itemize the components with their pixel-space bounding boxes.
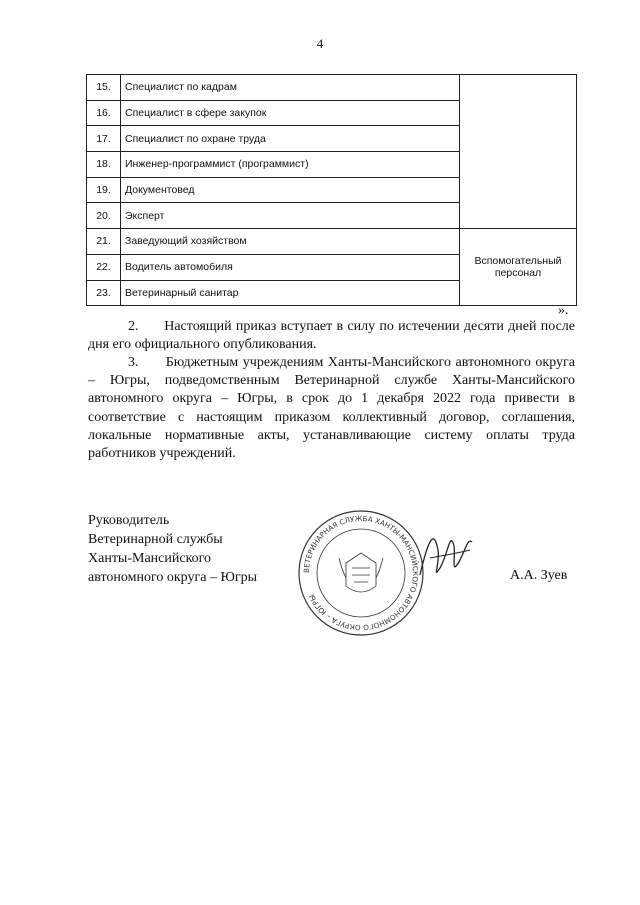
row-number: 17. — [87, 126, 121, 152]
row-number: 19. — [87, 177, 121, 203]
page-number: 4 — [316, 36, 324, 51]
position-name: Документовед — [121, 177, 460, 203]
seal-inner-ring — [317, 529, 405, 617]
positions-table — [86, 74, 577, 306]
signature — [410, 520, 480, 590]
seal-emblem — [339, 553, 383, 592]
signer-title-line: Ветеринарной службы — [88, 532, 223, 547]
official-seal — [296, 508, 426, 638]
seal-outer-ring — [299, 511, 423, 635]
seal-text: ВЕТЕРИНАРНАЯ СЛУЖБА ХАНТЫ-МАНСИЙСКОГО АВТОНОМНОГО ОКРУГА – ЮГРЫ — [301, 513, 421, 633]
category-cell: Вспомогательный персонал — [460, 229, 577, 306]
paragraph-3 — [88, 354, 575, 463]
row-number: 16. — [87, 100, 121, 126]
row-number: 21. — [87, 229, 121, 255]
paragraph-2 — [88, 318, 575, 354]
table-row — [87, 229, 577, 255]
signer-title-line: Ханты-Мансийского — [88, 551, 212, 566]
position-name: Специалист по кадрам — [121, 75, 460, 101]
position-name: Специалист в сфере закупок — [121, 100, 460, 126]
signer-title-line: автономного округа – Югры — [88, 570, 257, 585]
category-cell-empty — [460, 75, 577, 229]
row-number: 18. — [87, 152, 121, 178]
row-number: 20. — [87, 203, 121, 229]
signer-name: А.А. Зуев — [510, 568, 568, 583]
signer-block — [88, 511, 257, 587]
table-row — [87, 75, 577, 101]
position-name: Заведующий хозяйством — [121, 229, 460, 255]
position-name: Эксперт — [121, 203, 460, 229]
paragraph-2-text: 2. Настоящий приказ вступает в силу по истечении десяти дней после дня его официального опубликования. — [88, 319, 575, 353]
closing-quote: ». — [558, 303, 569, 318]
position-name: Инженер-программист (программист) — [121, 152, 460, 178]
signer-title-line: Руководитель — [88, 513, 170, 528]
row-number: 23. — [87, 280, 121, 306]
position-name: Водитель автомобиля — [121, 254, 460, 280]
position-name: Специалист по охране труда — [121, 126, 460, 152]
row-number: 15. — [87, 75, 121, 101]
row-number: 22. — [87, 254, 121, 280]
position-name: Ветеринарный санитар — [121, 280, 460, 306]
paragraph-3-text: 3. Бюджетным учреждениям Ханты-Мансийского автономного округа – Югры, подведомственным Ветеринарной службе Ханты-Мансийского автономного округа – Югры, в срок до 1 декабря 2022 года привести в соответствие с настоящим приказом коллективный договор, соглашения, локальные нормативные акты, устанавливающие систему оплаты труда работников учреждений. — [88, 355, 575, 462]
